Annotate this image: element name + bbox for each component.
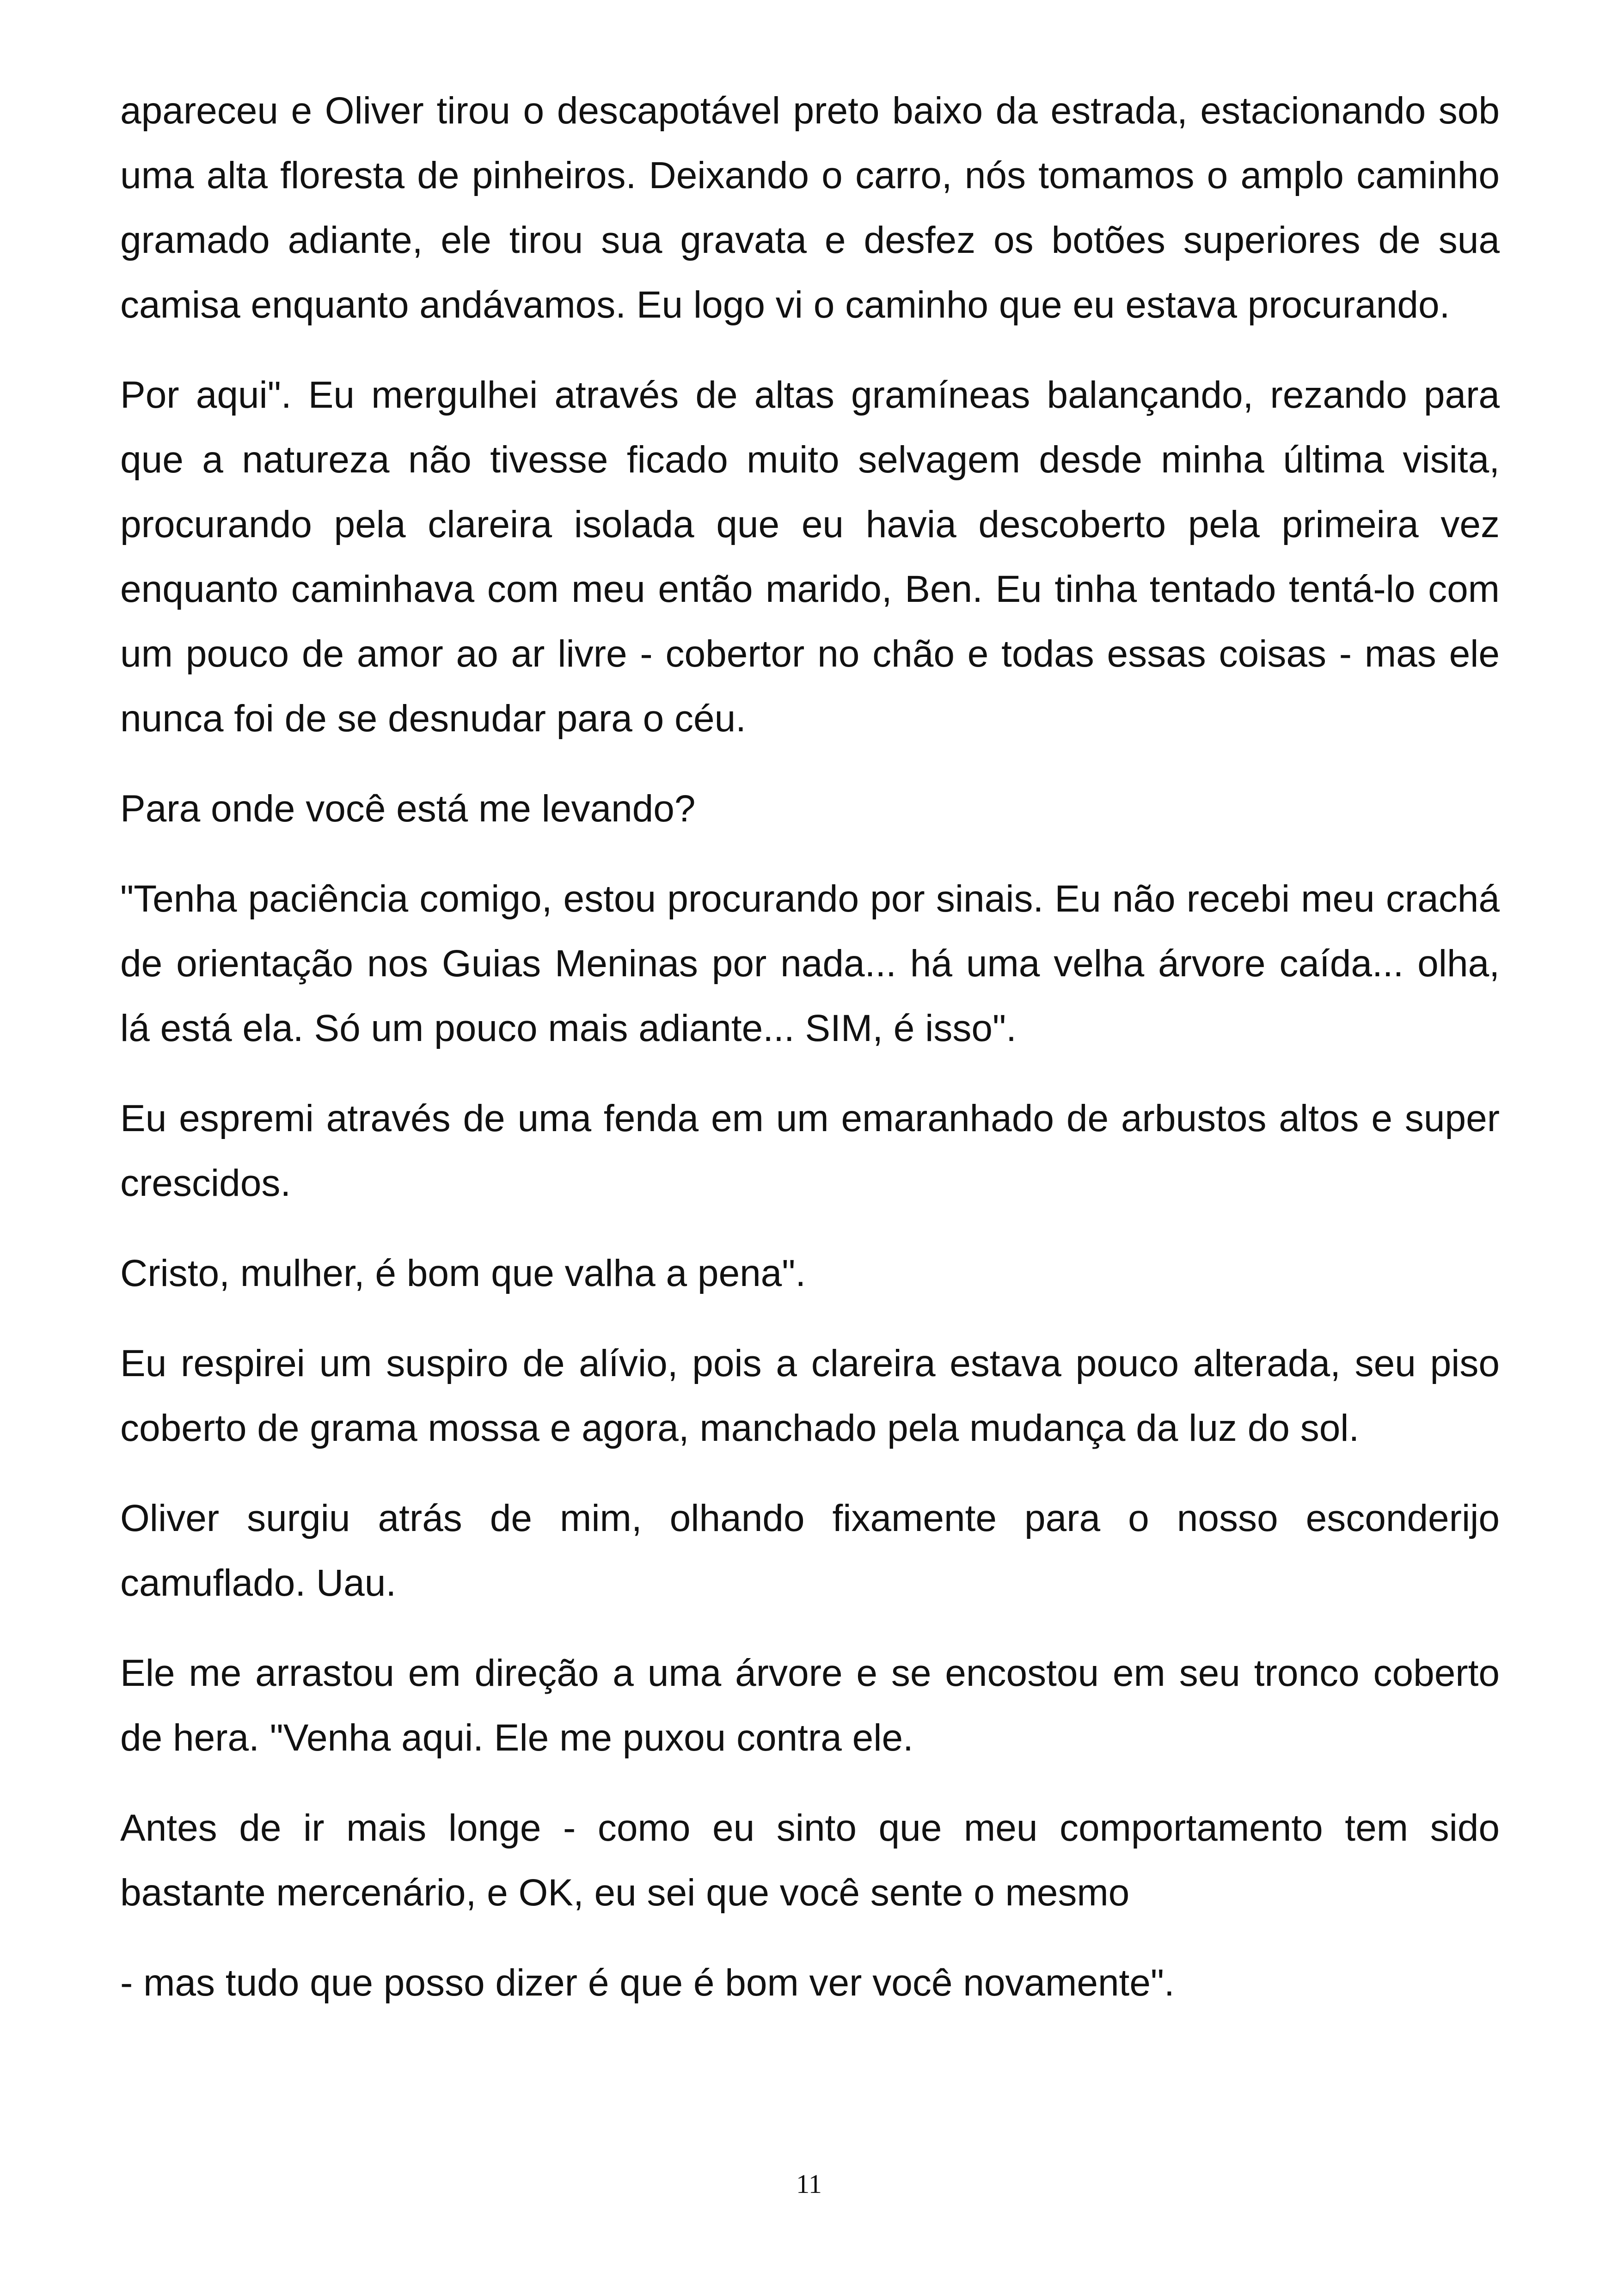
paragraph: Ele me arrastou em direção a uma árvore e se encostou em seu tronco coberto de hera. "Venha aqui. Ele me puxou contra ele. <box>120 1652 1500 1759</box>
paragraph: Antes de ir mais longe - como eu sinto que meu comportamento tem sido bastante mercenário, e OK, eu sei que você sente o mesmo <box>120 1807 1500 1914</box>
paragraph: Cristo, mulher, é bom que valha a pena". <box>120 1252 806 1294</box>
paragraph: Eu espremi através de uma fenda em um emaranhado de arbustos altos e super crescidos. <box>120 1097 1500 1204</box>
paragraph: apareceu e Oliver tirou o descapotável preto baixo da estrada, estacionando sob uma alta floresta de pinheiros. Deixando o carro, nós tomamos o amplo caminho gramado adiante, ele tirou sua gravata e desfez os botões superiores de sua camisa enquanto andávamos. Eu logo vi o caminho que eu estava procurando. <box>120 90 1500 326</box>
paragraph: Por aqui". Eu mergulhei através de altas gramíneas balançando, rezando para que a natureza não tivesse ficado muito selvagem desde minha última visita, procurando pela clareira isolada que eu havia descoberto pela primeira vez enquanto caminhava com meu então marido, Ben. Eu tinha tentado tentá-lo com um pouco de amor ao ar livre - cobertor no chão e todas essas coisas - mas ele nunca foi de se desnudar para o céu. <box>120 374 1500 740</box>
paragraph: "Tenha paciência comigo, estou procurando por sinais. Eu não recebi meu crachá de orientação nos Guias Meninas por nada... há uma velha árvore caída... olha, lá está ela. Só um pouco mais adiante... SIM, é isso". <box>120 878 1500 1049</box>
document-body <box>120 79 1500 2041</box>
paragraph: Para onde você está me levando? <box>120 788 696 830</box>
page-number: 11 <box>796 2169 822 2199</box>
paragraph: Eu respirei um suspiro de alívio, pois a clareira estava pouco alterada, seu piso coberto de grama mossa e agora, manchado pela mudança da luz do sol. <box>120 1342 1500 1449</box>
paragraph: - mas tudo que posso dizer é que é bom ver você novamente". <box>120 1962 1175 2004</box>
paragraph: Oliver surgiu atrás de mim, olhando fixamente para o nosso esconderijo camuflado. Uau. <box>120 1497 1500 1604</box>
